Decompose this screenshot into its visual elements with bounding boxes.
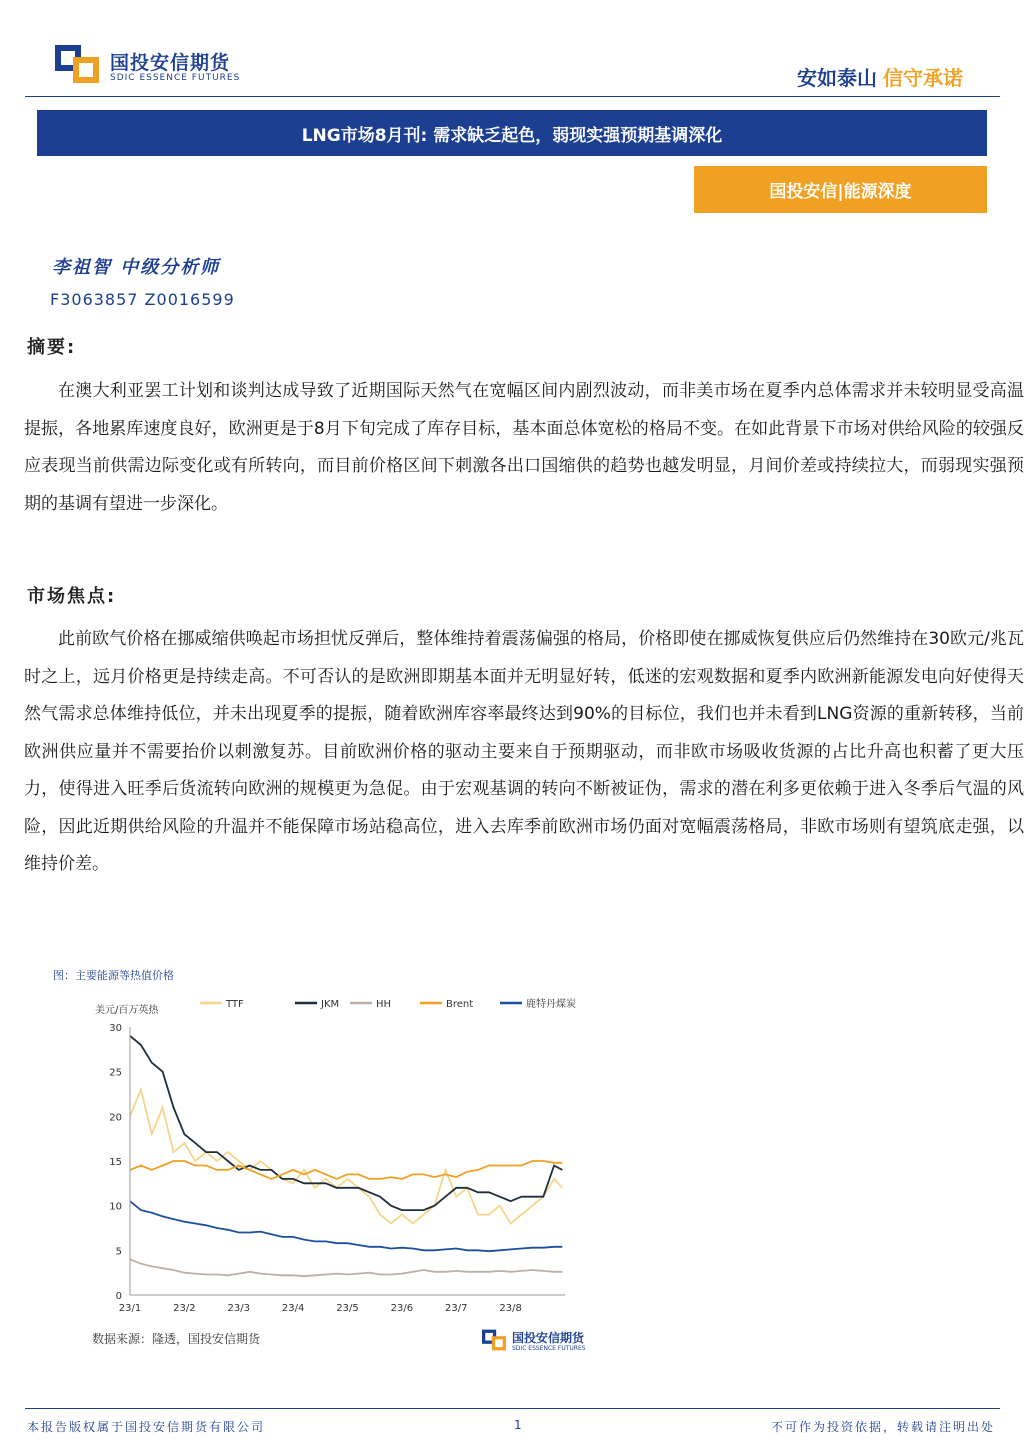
series-line-0 <box>130 1090 562 1224</box>
footer-copyright: 本报告版权属于国投安信期货有限公司 <box>27 1420 266 1434</box>
energy-price-chart <box>85 990 576 1320</box>
y-axis-label: 美元/百万英热 <box>95 1005 159 1016</box>
figure-title: 图：主要能源等热值价格 <box>53 969 174 982</box>
report-title: LNG市场8月刊: 需求缺乏起色，弱现实强预期基调深化 <box>37 110 987 156</box>
y-tick-label-4: 20 <box>109 1112 122 1124</box>
y-tick-label-3: 15 <box>109 1157 122 1168</box>
x-tick-label-0: 23/1 <box>118 1303 142 1314</box>
legend-label-2: HH <box>376 999 392 1010</box>
abstract-heading: 摘要: <box>27 337 77 358</box>
legend-label-0: TTF <box>226 999 244 1010</box>
chart-series <box>130 1036 562 1276</box>
legend-label-4: 鹿特丹煤炭 <box>526 999 576 1010</box>
y-tick-label-1: 5 <box>115 1246 122 1258</box>
slogan <box>797 62 963 91</box>
brand-name-cn-small: 国投安信期货 <box>512 1331 585 1345</box>
series-line-1 <box>130 1036 562 1210</box>
market-focus-text: 此前欧气价格在挪威缩供唤起市场担忧反弹后，整体维持着震荡偏强的格局，价格即使在挪威恢复供应后仍然维持在30欧元/兆瓦时之上，远月价格更是持续走高。不可否认的是欧洲即期基本面并无明显好转，低迷的宏观数据和夏季内欧洲新能源发电向好使得天然气需求总体维持低位，并未出现夏季的提振，随着欧洲库容率最终达到90%的目标位，我们也并未看到LNG资源的重新转移，当前欧洲供应量并不需要抬价以刺激复苏。目前欧洲价格的驱动主要来自于预期驱动，而非欧市场吸收货源的占比升高也积蓄了更大压力，使得进入旺季后货流转向欧洲的规模更为急促。由于宏观基调的转向不断被证伪，需求的潜在利多更依赖于进入冬季后气温的风险，因此近期供给风险的升温并不能保障市场站稳高位，进入去库季前欧洲市场仍面对宽幅震荡格局，非欧市场则有望筑底走强，以维持价差。 <box>24 629 1024 874</box>
legend-label-1: JKM <box>321 999 340 1010</box>
y-tick-label-0: 0 <box>115 1291 122 1302</box>
x-axis-ticks <box>119 1303 522 1314</box>
report-tag: 国投安信|能源深度 <box>694 166 987 213</box>
slogan-part2: 信守承诺 <box>883 66 963 90</box>
y-tick-label-2: 10 <box>109 1201 122 1213</box>
y-axis-ticks <box>109 1023 122 1302</box>
header-divider <box>25 96 1000 97</box>
sdic-logo-icon <box>55 45 99 83</box>
data-source: 数据来源：隆透，国投安信期货 <box>92 1332 261 1346</box>
x-tick-label-1: 23/2 <box>173 1303 196 1314</box>
slogan-part1: 安如泰山 <box>797 66 877 90</box>
sdic-logo-small-icon <box>482 1328 506 1352</box>
series-line-2 <box>130 1259 562 1276</box>
brand-name-cn: 国投安信期货 <box>110 52 231 74</box>
footer-divider <box>25 1408 1000 1409</box>
brand-name-en: SDIC ESSENCE FUTURES <box>110 73 241 83</box>
x-tick-label-6: 23/7 <box>445 1303 468 1314</box>
x-tick-label-5: 23/6 <box>390 1303 414 1314</box>
x-tick-label-7: 23/8 <box>499 1303 522 1314</box>
x-tick-label-4: 23/5 <box>336 1303 359 1314</box>
certification-numbers: F3063857 Z0016599 <box>50 290 235 309</box>
author-line: 李祖智 中级分析师 <box>52 257 221 278</box>
brand-name-en-small: SDIC ESSENCE FUTURES <box>512 1345 586 1352</box>
market-focus-heading: 市场焦点: <box>27 586 117 607</box>
legend-label-3: Brent <box>446 999 474 1010</box>
footer-disclaimer: 不可作为投资依据，转载请注明出处 <box>770 1420 995 1434</box>
y-tick-label-6: 30 <box>109 1023 122 1034</box>
y-tick-label-5: 25 <box>109 1067 122 1079</box>
series-line-3 <box>130 1161 562 1179</box>
x-tick-label-2: 23/3 <box>227 1303 250 1314</box>
abstract-text: 在澳大利亚罢工计划和谈判达成导致了近期国际天然气在宽幅区间内剧烈波动，而非美市场在夏季内总体需求并未较明显受高温提振，各地累库速度良好，欧洲更是于8月下旬完成了库存目标，基本面总体宽松的格局不变。在如此背景下市场对供给风险的较强反应表现当前供需边际变化或有所转向，而目前价格区间下刺激各出口国缩供的趋势也越发明显，月间价差或持续拉大，而弱现实强预期的基调有望进一步深化。 <box>24 381 1024 514</box>
chart-legend <box>200 997 576 1010</box>
page-number: 1 <box>514 1418 522 1432</box>
x-tick-label-3: 23/4 <box>281 1303 305 1314</box>
